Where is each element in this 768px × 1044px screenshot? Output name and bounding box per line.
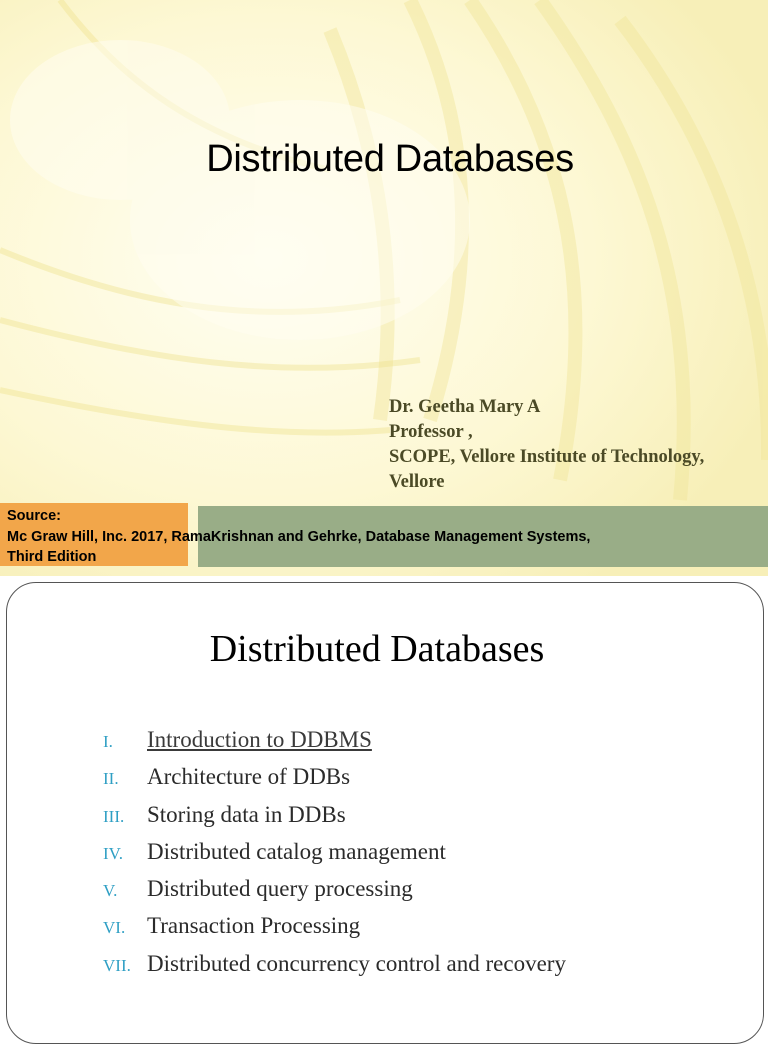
list-item[interactable]	[103, 727, 566, 764]
author-affiliation: SCOPE, Vellore Institute of Technology,	[389, 447, 705, 467]
author-city: Vellore	[389, 472, 445, 492]
list-item-text: Distributed catalog management	[147, 838, 446, 864]
slide-title: Distributed Databases	[206, 138, 574, 180]
list-numeral: II.	[103, 769, 119, 789]
contents-list	[103, 727, 566, 988]
list-item	[103, 951, 566, 988]
list-item-text: Architecture of DDBs	[147, 764, 351, 790]
contents-slide	[6, 582, 764, 1044]
list-item	[103, 839, 566, 876]
list-numeral: V.	[103, 881, 118, 901]
list-numeral: VII.	[103, 955, 131, 975]
list-item	[103, 876, 566, 913]
list-numeral: VI.	[103, 918, 126, 938]
list-item	[103, 802, 566, 839]
author-block	[389, 395, 704, 495]
source-label: Source:	[7, 508, 61, 524]
source-line-3: Third Edition	[7, 549, 97, 565]
author-position: Professor ,	[389, 422, 473, 442]
list-numeral: III.	[103, 806, 125, 826]
introduction-link[interactable]: Introduction to DDBMS	[147, 727, 372, 752]
author-name: Dr. Geetha Mary A	[389, 397, 541, 417]
list-item	[103, 764, 566, 801]
list-item-text: Distributed concurrency control and recovery	[147, 950, 566, 976]
list-item-text: Storing data in DDBs	[147, 801, 346, 827]
list-item-text: Distributed query processing	[147, 876, 413, 902]
source-line-2: Mc Graw Hill, Inc. 2017, RamaKrishnan and Gehrke, Database Management Systems,	[7, 528, 591, 545]
list-numeral: IV.	[103, 843, 123, 863]
list-item-text: Transaction Processing	[147, 913, 361, 939]
list-item	[103, 913, 566, 950]
source-text	[7, 506, 590, 568]
contents-title: Distributed Databases	[209, 628, 545, 670]
list-numeral: I.	[103, 732, 113, 751]
